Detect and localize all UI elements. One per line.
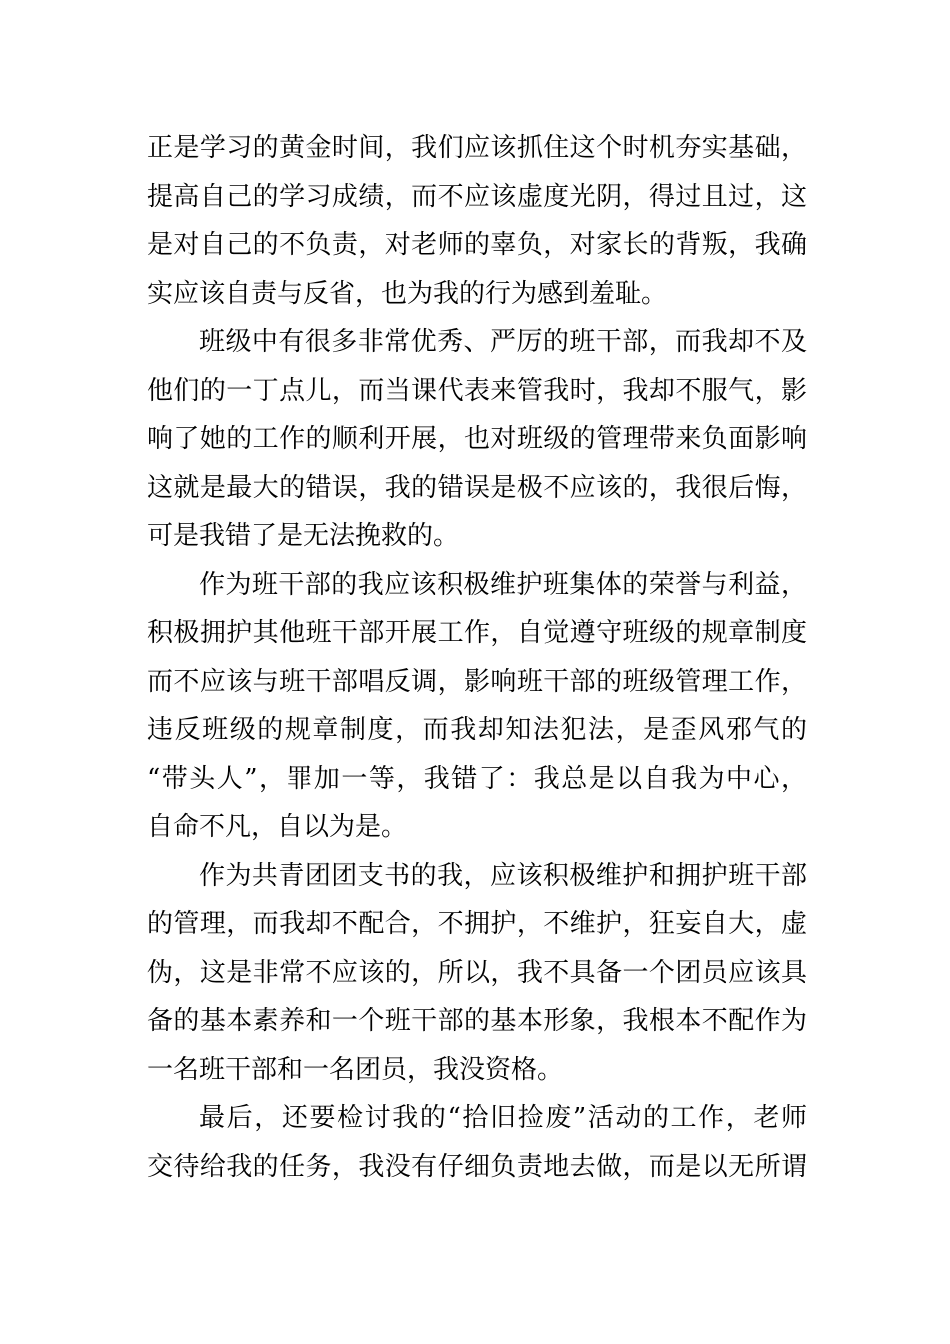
text-line: 这就是最大的错误，我的错误是极不应该的，我很后悔， xyxy=(147,472,807,503)
text-line: 交待给我的任务，我没有仔细负责地去做，而是以无所谓 xyxy=(147,1151,807,1182)
text-line: 正是学习的黄金时间，我们应该抓住这个时机夯实基础， xyxy=(147,133,807,163)
body-text xyxy=(147,124,807,1191)
text-line: 积极拥护其他班干部开展工作，自觉遵守班级的规章制度 xyxy=(147,618,807,648)
text-line: 一名班干部和一名团员，我没资格。 xyxy=(147,1054,564,1085)
text-line: 自命不凡，自以为是。 xyxy=(147,812,408,842)
text-line: 提高自己的学习成绩，而不应该虚度光阴，得过且过，这 xyxy=(147,181,807,212)
text-line: 备的基本素养和一个班干部的基本形象，我根本不配作为 xyxy=(147,1006,807,1036)
paragraph-first-line: 班级中有很多非常优秀、严厉的班干部，而我却不及 xyxy=(199,327,807,357)
text-line: 响了她的工作的顺利开展，也对班级的管理带来负面影响 xyxy=(147,424,807,454)
text-line: “带头人”，罪加一等，我错了：我总是以自我为中心， xyxy=(147,763,807,794)
text-line: 实应该自责与反省，也为我的行为感到羞耻。 xyxy=(147,278,668,309)
paragraph-first-line: 作为共青团团支书的我，应该积极维护和拥护班干部 xyxy=(199,860,807,891)
text-line: 而不应该与班干部唱反调，影响班干部的班级管理工作， xyxy=(147,666,807,697)
paragraph-first-line: 作为班干部的我应该积极维护班集体的荣誉与利益， xyxy=(199,569,807,600)
text-line: 伪，这是非常不应该的，所以，我不具备一个团员应该具 xyxy=(147,957,807,988)
text-line: 可是我错了是无法挽救的。 xyxy=(147,521,460,551)
text-line: 他们的一丁点儿，而当课代表来管我时，我却不服气，影 xyxy=(147,375,807,406)
text-line: 违反班级的规章制度，而我却知法犯法，是歪风邪气的 xyxy=(147,715,807,745)
text-line: 的管理，而我却不配合，不拥护，不维护，狂妄自大，虚 xyxy=(147,909,807,939)
text-line: 是对自己的不负责，对老师的辜负，对家长的背叛，我确 xyxy=(147,230,807,260)
paragraph-first-line: 最后，还要检讨我的“拾旧捡废”活动的工作，老师 xyxy=(199,1103,807,1133)
